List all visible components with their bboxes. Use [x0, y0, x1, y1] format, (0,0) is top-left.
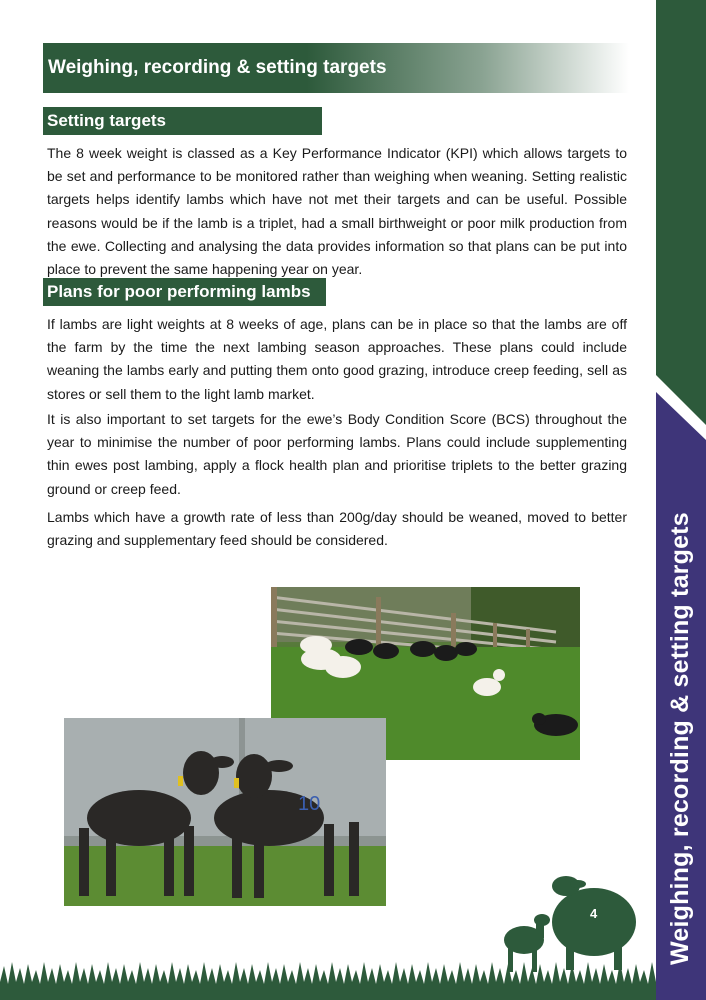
- page-title: Weighing, recording & setting targets: [43, 43, 629, 93]
- paragraph-poor-performing-2: It is also important to set targets for the ewe’s Body Condition Score (BCS) throughout the year to minimise the number of poor performing lambs. Plans could include supplementing thin ewes post lambing, apply a flock health plan and prioritise triplets to the better grazing ground or creep feed.: [47, 411, 627, 497]
- grass-border-icon: [0, 960, 706, 1000]
- section-heading-poor-performing-lambs: Plans for poor performing lambs: [43, 278, 326, 306]
- section-heading-setting-targets: Setting targets: [43, 107, 322, 135]
- paragraph-setting-targets: The 8 week weight is classed as a Key Performance Indicator (KPI) which allows targets to be set and performance to be monitored rather than weighing when weaning. Setting realistic targets helps identify lambs which have not met their targets and can be useful. Possible reasons would be if the lamb is a triplet, had a small birthweight or poor milk production from the ewe. Collecting and analysing the data provides information so that plans can be put into place to prevent the same happening year on year.: [47, 145, 627, 278]
- page-number: 4: [590, 906, 598, 921]
- paragraph-poor-performing-1: If lambs are light weights at 8 weeks of age, plans can be in place so that the lambs are off the farm by the time the next lambing season approaches. These plans could include weaning the lambs early and putting them onto good grazing, introduce creep feeding, sell as stores or sell them to the light lamb market.: [47, 316, 627, 402]
- photo-two-lambs: [64, 718, 386, 906]
- side-band-green: [656, 0, 706, 430]
- paragraph-poor-performing-3: Lambs which have a growth rate of less than 200g/day should be weaned, moved to better grazing and supplementary feed should be considered.: [47, 509, 627, 549]
- ear-tag-number: 10: [298, 793, 321, 815]
- side-section-label: Weighing, recording & setting targets: [666, 512, 694, 965]
